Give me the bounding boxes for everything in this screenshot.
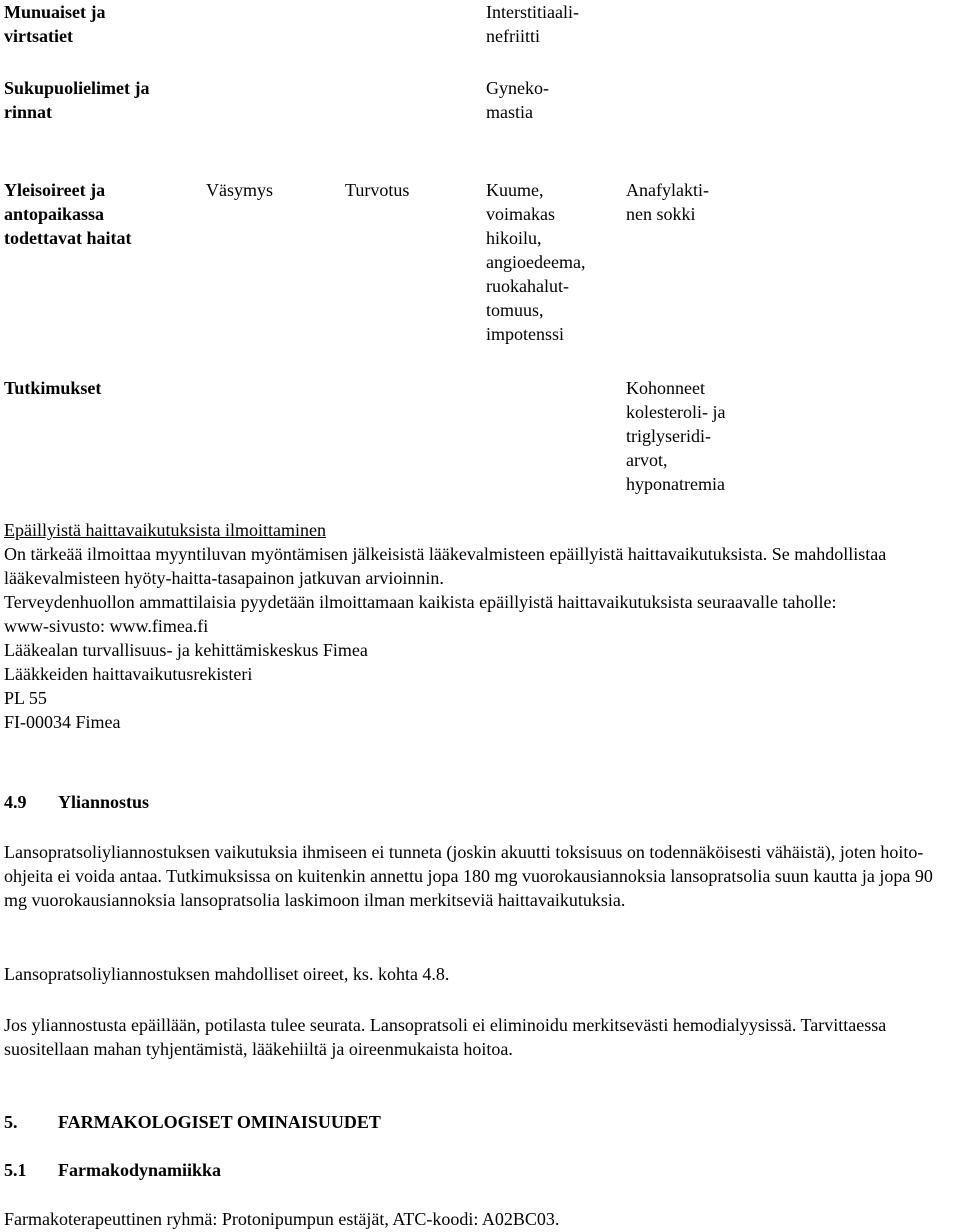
reporting-paragraph: Terveydenhuollon ammattilaisia pyydetään ilmoittamaan kaikista epäillyistä haittavaikutuksista seuraavalle taholle: bbox=[4, 592, 837, 612]
overdose-paragraph: Jos yliannostusta epäillään, potilasta tulee seurata. Lansopratsoli ei eliminoidu merkitsevästi hemodialyysissä. Tarvittaessa suositellaan mahan tyhjentämistä, lääkehiiltä ja oireenmukaista hoitoa. bbox=[4, 1015, 887, 1059]
section-number: 5. bbox=[4, 1112, 18, 1132]
reporting-section bbox=[4, 518, 956, 734]
table-cell: Väsymys bbox=[206, 180, 273, 200]
reporting-paragraph: On tärkeää ilmoittaa myyntiluvan myöntämisen jälkeisistä lääkevalmisteen epäillyistä haittavaikutuksista. Se mahdollistaa lääkevalmisteen hyöty-haitta-tasapainon jatkuvan arvioinnin. bbox=[4, 544, 887, 588]
section-heading-5 bbox=[4, 1110, 956, 1134]
overdose-paragraph: Lansopratsoliyliannostuksen vaikutuksia ihmiseen ei tunneta (joskin akuutti toksisuus on todennäköisesti vähäistä), joten hoito-ohjeita ei voida antaa. Tutkimuksissa on kuitenkin annettu jopa 180 mg vuorokausiannoksia lansopratsolia suun kautta ja jopa 90 mg vuorokausiannoksia lansopratsolia laskimoon ilman merkitseviä haittavaikutuksia. bbox=[4, 842, 933, 910]
overdose-paragraph: Lansopratsoliyliannostuksen mahdolliset oireet, ks. kohta 4.8. bbox=[4, 964, 450, 984]
address-line: FI-00034 Fimea bbox=[4, 712, 121, 732]
table-cell: Interstitiaali- nefriitti bbox=[486, 2, 579, 46]
table-cell: Anafylakti- nen sokki bbox=[626, 180, 709, 224]
section-number: 4.9 bbox=[4, 792, 27, 812]
table-row-header: Yleisoireet ja antopaikassa todettavat haitat bbox=[4, 180, 132, 248]
table-row-header: Munuaiset ja virtsatiet bbox=[4, 2, 106, 46]
section-title: Farmakodynamiikka bbox=[58, 1160, 222, 1180]
table-row-header: Sukupuolielimet ja rinnat bbox=[4, 78, 150, 122]
table-cell: Kohonneet kolesteroli- ja triglyseridi- arvot, hyponatremia bbox=[626, 378, 726, 494]
address-line: PL 55 bbox=[4, 688, 47, 708]
section-title: Yliannostus bbox=[58, 792, 150, 812]
address-line: Lääkkeiden haittavaikutusrekisteri bbox=[4, 664, 253, 684]
section-heading-4-9 bbox=[4, 790, 956, 814]
address-line: Lääkealan turvallisuus- ja kehittämiskeskus Fimea bbox=[4, 640, 368, 660]
reporting-title: Epäillyistä haittavaikutuksista ilmoittaminen bbox=[4, 520, 326, 540]
section-title: FARMAKOLOGISET OMINAISUUDET bbox=[58, 1112, 381, 1132]
section-number: 5.1 bbox=[4, 1160, 27, 1180]
table-cell: Turvotus bbox=[345, 180, 410, 200]
pharmacotherapeutic-group: Farmakoterapeuttinen ryhmä: Protonipumpun estäjät, ATC-koodi: A02BC03. bbox=[4, 1209, 560, 1229]
table-cell: Gyneko- mastia bbox=[486, 78, 549, 122]
table-cell: Kuume, voimakas hikoilu, angioedeema, ruokahalut- tomuus, impotenssi bbox=[486, 180, 586, 344]
section-heading-5-1 bbox=[4, 1158, 956, 1182]
reporting-website: www-sivusto: www.fimea.fi bbox=[4, 616, 209, 636]
table-row-header: Tutkimukset bbox=[4, 378, 102, 398]
